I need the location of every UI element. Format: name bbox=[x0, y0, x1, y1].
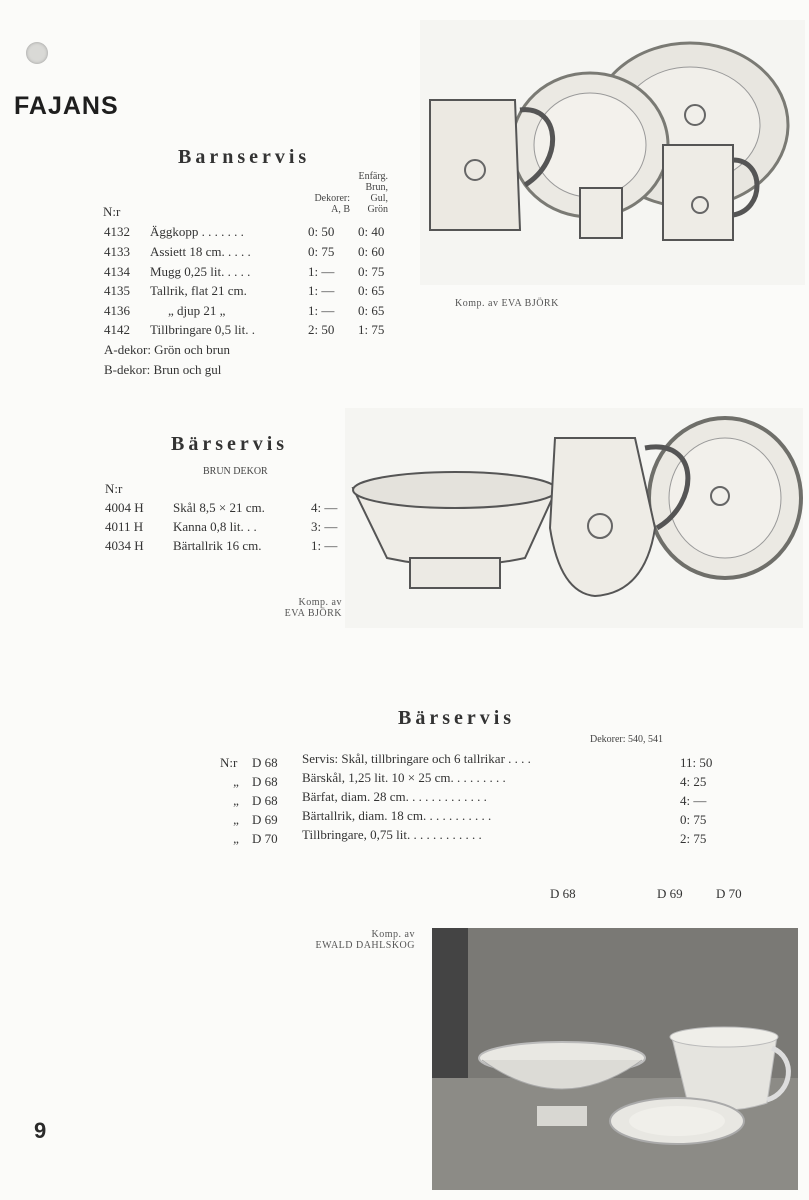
barservis2-photo bbox=[432, 928, 798, 1190]
photo-label-d68: D 68 bbox=[550, 886, 576, 901]
category-heading: FAJANS bbox=[14, 92, 119, 120]
table-row: 4034 H Bärtallrik 16 cm. 1: — bbox=[105, 538, 338, 553]
barservis1-caption: Komp. av EVA BJÖRK bbox=[284, 597, 342, 619]
table-row: 4004 H Skål 8,5 × 21 cm. 4: — bbox=[105, 500, 338, 515]
page-number: 9 bbox=[34, 1118, 47, 1143]
table-row: 4133 Assiett 18 cm. . . . . 0: 75 0: 60 bbox=[104, 244, 385, 259]
barservis1-nr-label: N:r bbox=[105, 481, 123, 496]
table-row: 4134 Mugg 0,25 lit. . . . . 1: — 0: 75 bbox=[104, 264, 385, 279]
barnservis-caption: Komp. av EVA BJÖRK bbox=[455, 298, 559, 309]
barservis1-photo bbox=[345, 408, 803, 628]
photo-label-d70: D 70 bbox=[716, 886, 742, 901]
barnservis-photo bbox=[420, 20, 805, 285]
table-row: „ D 68 Bärskål, 1,25 lit. 10 × 25 cm. . . . . . . . . 4: 25 bbox=[233, 770, 707, 789]
table-row: 4132 Äggkopp . . . . . . . 0: 50 0: 40 bbox=[104, 224, 385, 239]
table-row: „ D 70 Tillbringare, 0,75 lit. . . . . . . . . . . . 2: 75 bbox=[233, 827, 707, 846]
punch-hole bbox=[26, 42, 48, 64]
note-a-dekor: A-dekor: Grön och brun bbox=[104, 342, 230, 357]
table-row: 4136 „ djup 21 „ 1: — 0: 65 bbox=[104, 303, 385, 318]
table-row: 4011 H Kanna 0,8 lit. . . 3: — bbox=[105, 519, 338, 534]
barnservis-nr-label: N:r bbox=[103, 204, 121, 219]
barservis2-dekorer: Dekorer: 540, 541 bbox=[590, 734, 664, 745]
table-row: „ D 69 Bärtallrik, diam. 18 cm. . . . . . . . . . . 0: 75 bbox=[233, 808, 707, 827]
note-b-dekor: B-dekor: Brun och gul bbox=[104, 362, 222, 377]
barservis2-caption: Komp. av EWALD DAHLSKOG bbox=[315, 929, 415, 951]
photo-label-d69: D 69 bbox=[657, 886, 683, 901]
table-row: N:r D 68 Servis: Skål, tillbringare och 6 tallrikar . . . . 11: 50 bbox=[220, 751, 713, 770]
barnservis-col2-header: Enfärg. Brun, Gul, Grön bbox=[358, 171, 388, 215]
barservis2-title: Bärservis bbox=[398, 707, 516, 729]
table-row: 4135 Tallrik, flat 21 cm. 1: — 0: 65 bbox=[104, 283, 385, 298]
table-row: „ D 68 Bärfat, diam. 28 cm. . . . . . . . . . . . . 4: — bbox=[233, 789, 707, 808]
barservis1-title: Bärservis bbox=[171, 433, 289, 455]
barservis1-subheader: BRUN DEKOR bbox=[203, 466, 268, 477]
table-row: 4142 Tillbringare 0,5 lit. . 2: 50 1: 75 bbox=[104, 322, 385, 337]
barnservis-col1-header: Dekorer: A, B bbox=[314, 193, 350, 215]
barnservis-title: Barnservis bbox=[178, 146, 311, 168]
